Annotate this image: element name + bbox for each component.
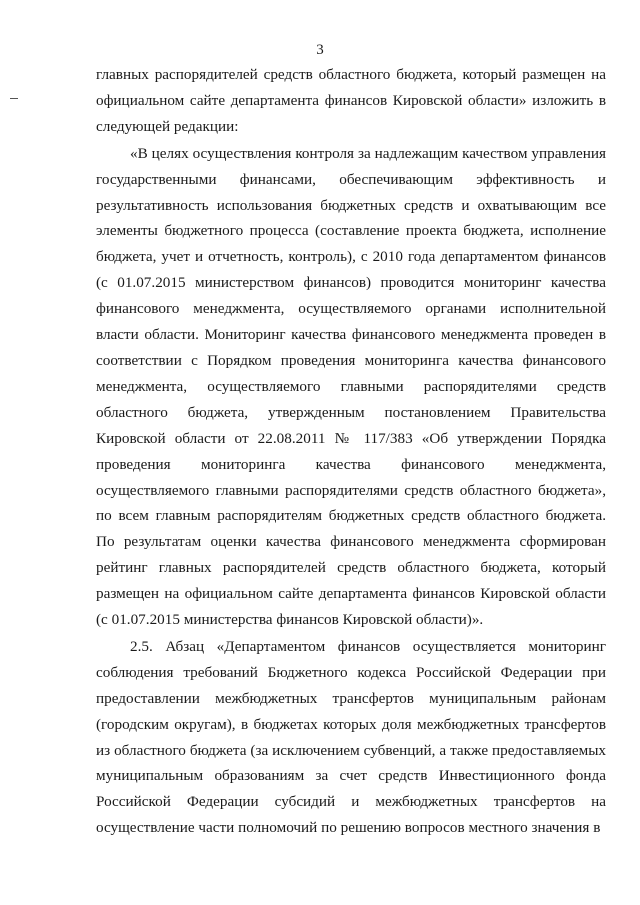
paragraph-continuation: главных распорядителей средств областного бюджета, который размещен на официальном сайте департамента финансов Кировской области» изложить в следующей редакции: xyxy=(96,66,606,135)
document-body xyxy=(96,62,606,841)
paragraph-item-2-5: 2.5. Абзац «Департаментом финансов осуществляется мониторинг соблюдения требований Бюджетного кодекса Российской Федерации при предоставлении межбюджетных трансфертов муниципальным районам (городским округам), в бюджетах которых доля межбюджетных трансфертов из областного бюджета (за исключением субвенций, а также предоставляемых муниципальным образованиям за счет средств Инвестиционного фонда Российской Федерации субсидий и межбюджетных трансфертов на осуществление части полномочий по решению вопросов местного значения в xyxy=(96,637,606,837)
paragraph-quoted-amendment: «В целях осуществления контроля за надлежащим качеством управления государственными финансами, обеспечивающим эффективность и результативность использования бюджетных средств и охватывающим все элементы бюджетного процесса (составление проекта бюджета, исполнение бюджета, учет и отчетность, контроль), с 2010 года департаментом финансов (с 01.07.2015 министерством финансов) проводится мониторинг качества финансового менеджмента, осуществляемого органами исполнительной власти области. Мониторинг качества финансового менеджмента проведен в соответствии с Порядком проведения мониторинга качества финансового менеджмента, осуществляемого главными распорядителями средств областного бюджета, утвержденным постановлением Правительства Кировской области от 22.08.2011 № 117/383 «Об утверждении Порядка проведения мониторинга качества финансового менеджмента, осуществляемого главными распорядителями средств областного бюджета», по всем главным распорядителям бюджетных средств областного бюджета. По результатам оценки качества финансового менеджмента сформирован рейтинг главных распорядителей средств областного бюджета, который размещен на официальном сайте департамента финансов Кировской области (с 01.07.2015 министерства финансов Кировской области)». xyxy=(96,144,606,629)
page-number: 3 xyxy=(316,42,324,58)
margin-dash xyxy=(10,98,18,99)
